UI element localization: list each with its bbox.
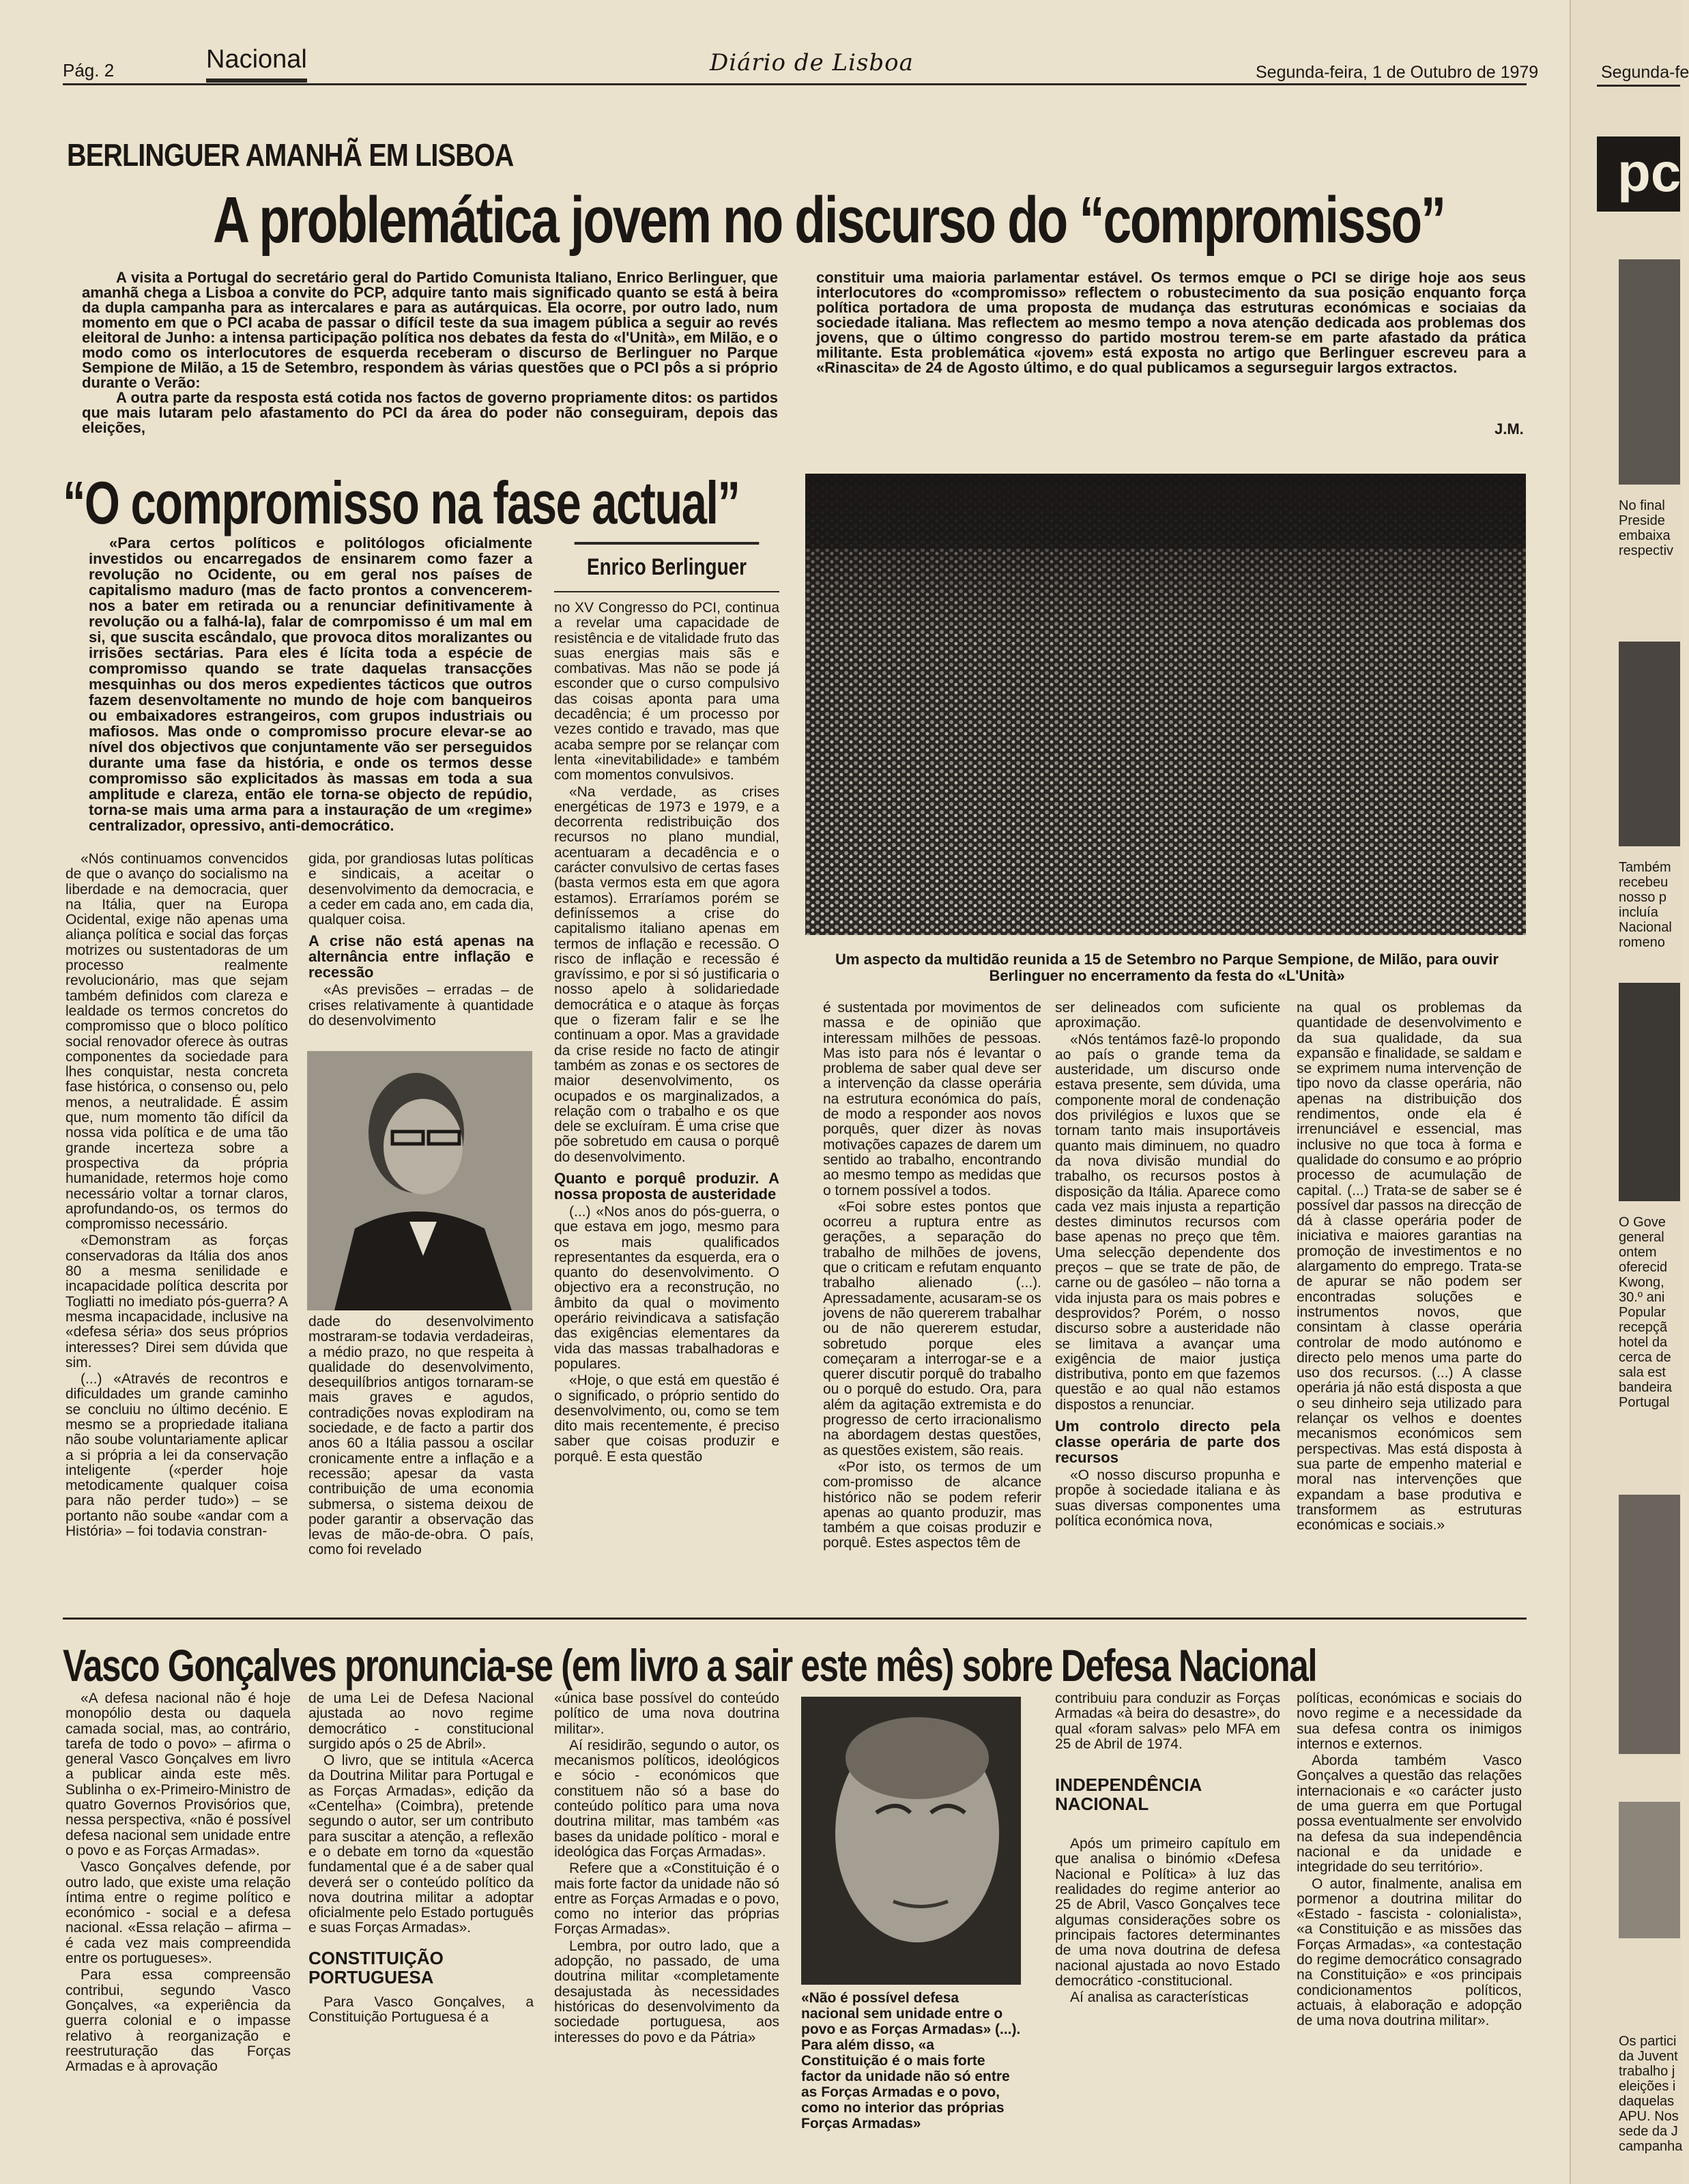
col-a-p3: (...) «Através de recontros e dificuldades um grande caminho se concluiu no último decénio. E mesmo se a propriedade italiana não soube voluntariamente aplicar a si própria a lei da conservação inteligente («perder hoje metodicamente qualquer coisa para não perder tudo») – se portanto não soube «andar com a História» – foi todavia constran- — [66, 1371, 288, 1540]
a3-col5-p1: políticas, económicas e sociais do novo regime e a necessidade da sua defesa contra os inimigos internos e externos. — [1297, 1691, 1522, 1752]
article2-col-a — [66, 852, 288, 1540]
a3-col4-p1: contribuiu para conduzir as Forças Armadas «à beira do desastre», do qual «foram salvas» pelo MFA em 25 de Abril de 1974. — [1055, 1691, 1280, 1752]
col-a-p2: «Demonstram as forças conservadoras da Itália dos anos 80 a mesma senilidade e incapacidade política descrita por Togliatti no imediato pós-guerra? A mesma incapacidade, inclusive na «defesa séria» dos seus próprios interesses? Direi sem dúvida que sim. — [66, 1233, 288, 1370]
a3-col3-p3: Refere que a «Constituição é o mais forte factor da unidade não só entre as Forças Armadas e o povo, como no interior das próprias Forças Armadas». — [554, 1860, 779, 1938]
a3-col1-p3: Para essa compreensão contribui, segundo Vasco Gonçalves, «a experiência da guerra colonial e o impasse relativo à reorganização e reestruturação das Forças Armadas e à aprovação — [66, 1967, 291, 2075]
sidebar-text-2: Também recebeu nosso p incluía Nacional romeno — [1619, 860, 1672, 950]
crowd-photo-caption: Um aspecto da multidão reunida a 15 de Setembro no Parque Sempione, de Milão, para ouvir Berlinguer no encerramento da festa do «L'Unità» — [835, 951, 1499, 984]
a3-col1-p1: «A defesa nacional não é hoje monopólio desta ou daquela camada social, mas, ao contrário, tarefa de todo o povo» – afirma o general Vasco Gonçalves em livro a publicar ainda este mês. Sublinha o ex-Primeiro-Ministro de quatro Governos Provisórios que, nessa perspectiva, «não é possível defesa nacional sem unidade entre o povo e as Forças Armadas». — [66, 1691, 291, 1858]
a3-col2-p2: O livro, que se intitula «Acerca da Doutrina Militar para Portugal e as Forças Armadas», edição da «Centelha» (Coimbra), pretende segundo o autor, ser um contributo para suscitar a atenção, a reflexão e o debate em torno da «questão fundamental que é a de saber qual deverá ser o conteúdo político da nova doutrina militar a adoptar oficialmente pelo Estado português e suas Forças Armadas». — [308, 1753, 534, 1936]
lead-left-p1: A visita a Portugal do secretário geral do Partido Comunista Italiano, Enrico Berlinguer, que amanhã chega a Lisboa a convite do PCP, adquire tanto mais significado quanto se está à beira da dupla campanha para as intercalares e para as autárquicas. Ela ocorre, por outro lado, num momento em que o PCI acaba de passar o difícil teste da sua imagem pública a seguir ao revés eleitoral de Junho: a intensa participação política nos debates da festa do «l'Unità», em Milão, e o modo como os interlocutores de esquerda receberam o discurso de Berlinguer no Parque Sempione de Milão, a 15 de Setembro, respondem às várias questões que o PCI pôs a si próprio durante o Verão: — [82, 269, 778, 391]
article2-col-b-bottom: dade do desenvolvimento mostraram-se todavia verdadeiras, a médio prazo, no que respeita à qualidade do desenvolvimento, desequilíbrios antigos tornaram-se mais graves e agudos, contradições novas explodiram na sociedade, e de facto a partir dos anos 60 a Itália passou a oscilar cronicamente entre a inflação e a recessão; apesar da vasta contribuição de uma economia submersa, o sistema deixou de poder garantir a observação das levas de mão-de-obra. O país, como foi revelado — [308, 1314, 534, 1558]
lead-left — [82, 270, 778, 435]
a3-col4-p3: Aí analisa as características — [1070, 1989, 1249, 2006]
a3-col3-p4: Lembra, por outro lado, que a adopção, no passado, de uma doutrina militar «completamente desajustada às necessidades históricas do desenvolvimento da sociedade portuguesa, aos interesses do povo e da Pátria» — [554, 1938, 779, 2045]
article-headline: A problemática jovem no discurso do “compromisso” — [213, 184, 1445, 257]
article2-intro: «Para certos políticos e politólogos oficialmente investidos ou encarregados de ensinarem como fazer a revolução no Ocidente, ou em geral nos países de capitalismo maduro (mas de facto prontos a convencerem-nos a bater em retirada ou a renunciar definitivamente à revolução ou a falhá-la), falar de comrpomisso é um mal em si, que suscita escândalo, que provoca ditos moralizantes ou irrisões sectárias. Para eles é lícita toda a espécie de compromisso quando se trate daquelas transacções mesquinhas ou dos meros expedientes tácticos que outros fazem desenvoltamente no mundo de hoje com banqueiros ou embaixadores estrangeiros, com grupos industriais ou mafiosos. Mas onde o compromisso procure elevar-se ao nível dos objectivos que conjuntamente vão ser perseguidos durante uma fase da história, e onde os termos desse compromisso são explicitados às massas em toda a sua amplitude e clareza, então ele torna-se objecto de repúdio, torna-se mais uma arma para a instauração de um «regime» centralizador, opressivo, anti-democrático. — [89, 534, 532, 834]
subhead-constituicao: CONSTITUIÇÃO PORTUGUESA — [308, 1947, 444, 1987]
a3-col5-p3: O autor, finalmente, analisa em pormenor a doutrina militar do «Estado - fascista - colonialista», «a Constituição e as missões das Forças Armadas», «a contestação do regime democrático consagrado na Constituição» e «os principais condicionamentos políticos, actuais, à elaboração e adopção de uma nova doutrina militar». — [1297, 1876, 1522, 2029]
sidebar-photo-1 — [1619, 259, 1680, 485]
col-b-p2: «As previsões – erradas – de crises relativamente à quantidade do desenvolvimento — [308, 982, 534, 1029]
sidebar-photo-5 — [1619, 1802, 1680, 1938]
section-divider — [63, 1618, 1527, 1620]
article2-col-f: na qual os problemas da quantidade de desenvolvimento e da sua qualidade, da sua expansão e finalidade, se saldam e se exprimem numa intervenção de tipo novo da classe operária, não apenas na distribuição dos rendimentos, onde ela é irrenunciável e essencial, mas inclusive no que toca à forma e qualidade do consumo e ao próprio processo de acumulação de capital. (...) Trata-se de saber se é possível dar passos na direcção de dá à classe operária poder de iniciativa e maiores garantias na promoção de investimentos e no alargamento do emprego. Trata-se de apurar se não podem ser encontradas soluções e instrumentos novos, que consintam à classe operária controlar de modo autónomo e directo pelo menos uma parte do uso dos recursos. (...) A classe operária já não está disposta a que o seu dinheiro seja utilizado para relançar os velhos e doentes mecanismos económicos sem perspectivas. Mas está disposta à sua parte de empenho material e moral nas intervenções que expandam a base produtiva e transformem as estruturas económicas e sociais.» — [1297, 1000, 1522, 1534]
col-b-p1: gida, por grandiosas lutas políticas e sindicais, a aceitar o desenvolvimento da democracia, e a ceder em cada ano, em cada dia, qualquer coisa. — [308, 851, 534, 928]
article3-col-3 — [554, 1691, 779, 2047]
col-e-p1: ser delineados com suficiente aproximação. — [1055, 1000, 1280, 1031]
page-number: Pág. 2 — [63, 60, 115, 81]
col-c-p1: no XV Congresso do PCI, continua a revelar uma capacidade de resistência e de vitalidade fruto das suas energias mais sãs e combativas. Mas não se pode já esconder que o curso compulsivo das coisas aponta para uma decadência; é um processo por vezes contido e travado, mas que acaba sempre por se relançar com lenta «inevitabilidade» e também com momentos convulsivos. — [554, 600, 779, 784]
crowd-photo — [805, 474, 1526, 935]
masthead: Diário de Lisboa — [710, 49, 914, 76]
article2-col-e — [1055, 1001, 1280, 1530]
section-title: Nacional — [206, 45, 307, 83]
sidebar-text-1: No final Preside embaixa respectiv — [1619, 498, 1674, 558]
col-d-p3: «Por isto, os termos de um com-promisso de alcance histórico não se podem referir apenas ao quanto produzir, mas também a que coisas produzir e porquê. Estes aspectos têm de — [823, 1459, 1041, 1551]
col-a-p1: «Nós continuamos convencidos de que o avanço do socialismo na liberdade e na democracia, quer na Itália, quer na Europa Ocidental, exige não apenas uma aliança política e social das forças motrizes ou sustentadoras de um processo realmente revolucionário, mas que sejam também definidos com clareza e lealdade os termos concretos do compromisso que o bloco político social renovador oferece às outras componentes da sociedade para lhes conquistar, nesta concreta fase histórica, o consenso ou, pelo menos, a neutralidade. É assim que, num momento tão difícil da nossa vida política e de uma tão grande incerteza sobre a prospectiva da própria humanidade, retermos hoje como necessário voltar a tornar claros, aprofundando-os, os termos do compromisso necessário. — [66, 851, 288, 1233]
byline: Enrico Berlinguer — [575, 542, 760, 581]
col-c-p2: «Na verdade, as crises energéticas de 1973 e 1979, e a decorrenta redistribuição dos recursos no plano mundial, acentuaram a decadência e o carácter convulsivo de certas fases (basta vermos esta em que agora estamos). Erraríamos porém se definíssemos a crise do capitalismo italiano apenas em termos de inflação e recessão. O risco de inflação e recessão é gravíssimo, e por si só justificaria o nosso apelo à solidariedade democrática e o ataque às forças que o fizeram falir e se lhe continuam a opor. Mas a gravidade da crise reside no facto de atingir também as zonas e os sectores de maior desenvolvimento, os ocupados e os marginalizados, a relação com o trabalho e os que dele se excluíram. É uma crise que põe sobretudo em causa o porquê do desenvolvimento. — [554, 784, 779, 1165]
subhead-independencia: INDEPENDÊNCIA NACIONAL — [1055, 1774, 1202, 1815]
a3-col2-p3: Para Vasco Gonçalves, a Constituição Portuguesa é a — [308, 1994, 534, 2026]
berlinguer-portrait — [307, 1051, 532, 1310]
vasco-goncalves-portrait — [801, 1697, 1021, 1985]
article3-col-4 — [1055, 1691, 1280, 2007]
col-c-p4: «Hoje, o que está em questão é o significado, o próprio sentido do desenvolvimento, ou, como se tem dito mais recentemente, é preciso saber que coisas produzir e porquê. E esta questão — [554, 1373, 779, 1465]
vg-portrait-svg — [801, 1697, 1021, 1985]
sidebar-photo-2 — [1619, 642, 1680, 846]
sidebar-rule — [1597, 85, 1680, 87]
article-kicker: BERLINGUER AMANHÃ EM LISBOA — [67, 137, 514, 173]
portrait-svg — [307, 1051, 532, 1310]
article3-headline: Vasco Gonçalves pronuncia-se (em livro a sair este mês) sobre Defesa Nacional — [63, 1640, 1316, 1691]
lead-left-p2: A outra parte da resposta está cotida nos factos de governo propriamente ditos: os partidos que mais lutaram pelo afastamento do PCI da área do poder não conseguiram, depois das eleições, — [82, 389, 778, 436]
subhead-2: Quanto e porquê produzir. A nossa proposta de austeridade — [554, 1169, 779, 1203]
article2-col-c — [554, 601, 779, 1466]
col-c-p3: (...) «Nos anos do pós-guerra, o que estava em jogo, mesmo para os mais qualificados representantes da esquerda, era o quanto do desenvolvimento. O objectivo era a reconstrução, no âmbito da qual o movimento operário reivindicava a satisfação das exigências elementares da vida das massas trabalhadoras e populares. — [554, 1203, 779, 1372]
a3-col2-p1: de uma Lei de Defesa Nacional ajustada ao novo regime democrático - constitucional surgido após o 25 de Abril». — [308, 1691, 534, 1752]
article2-col-b — [308, 852, 534, 1030]
article2-headline: “O compromisso na fase actual” — [63, 469, 740, 536]
col-e-p2: «Nós tentámos fazê-lo propondo ao país o grande tema da austeridade, um discurso onde estava presente, sem dúvida, uma componente moral de condenação dos privilégios e luxos que se tornam tanto mais insuportáveis quanto mais diminuem, no quadro da nova divisão mundial do trabalho, os recursos postos à disposição da Itália. Aparece como cada vez mais injusta a repartição destes diminutos recursos com base apenas no preço que têm. Uma selecção dependente dos preços – que se trate de pão, de carne ou de gasóleo – não torna a vida injusta para os mais pobres e desprovidos? Porém, o nosso discurso sobre a austeridade não se limitava a avançar uma exigência de maior justiça distributiva, ponto em que fazemos questão e ao qual não estamos dispostos a renunciar. — [1055, 1031, 1280, 1413]
sidebar-photo-4 — [1619, 1495, 1680, 1754]
a3-col5-p2: Aborda também Vasco Gonçalves a questão das relações internacionais e «o carácter justo de uma guerra em que Portugal possa eventualmente ser envolvido na defesa da sua independência nacional e da unidade e integridade do seu território». — [1297, 1753, 1522, 1876]
sidebar-head-box — [1597, 136, 1680, 212]
header-rule — [63, 83, 1527, 85]
issue-date: Segunda-feira, 1 de Outubro de 1979 — [1256, 63, 1539, 82]
article3-col-2 — [308, 1691, 534, 2026]
sidebar-head: pc — [1617, 142, 1681, 203]
lead-right: constituir uma maioria parlamentar estável. Os termos emque o PCI se dirige hoje aos seus interlocutores do «compromisso» reflectem o robustecimento da sua posição enquanto força política portadora de uma proposta de mudança das estruturas económicas e sociaias da sociedade italiana. Mas reflectem ao mesmo tempo a nova atenção dedicada aos problemas dos jovens, que o último congresso do partido mostrou terem-se em parte afastado da prática militante. Esta problemática «jovem» está exposta no artigo que Berlinguer escreveu para a «Rinascita» de 24 de Agosto último, e do qual publicamos a segurseguir largos extractos. — [816, 269, 1526, 376]
col-d-p1: é sustentada por movimentos de massa e de opinião que interessam milhões de pessoas. Mas isto para nós é levantar o problema de saber qual deve ser a intervenção da classe operária na estrutura económica do país, de modo a responder aos novos porquês, quer dizer às novas motivações capazes de darem um sentido ao trabalho, encontrando ao mesmo tempo as medidas que o tornem possível a todos. — [823, 1000, 1041, 1198]
article3-col-1 — [66, 1691, 291, 2075]
subhead-1: A crise não está apenas na alternância entre inflação e recessão — [308, 932, 534, 981]
a3-col1-p2: Vasco Gonçalves defende, por outro lado, que existe uma relação íntima entre o regime político e económico - social e a defesa nacional. «Essa relação – afirma – é cada vez mais compreendida entre os portugueses». — [66, 1859, 291, 1967]
adjacent-page-date: Segunda-fe — [1601, 63, 1689, 82]
a3-col4-p2: Após um primeiro capítulo em que analisa o binómio «Defesa Nacional e Política» à luz das realidades do regime anterior ao 25 de Abril, Vasco Gonçalves tece algumas considerações sobre os principais factores determinantes de uma nova doutrina de defesa nacional ajustada ao novo Estado democrático -constitucional. — [1055, 1836, 1280, 1989]
sidebar-text-3: O Gove general ontem oferecid Kwong, 30.º ani Popular recepçã hotel da cerca de sala est bandeira Portugal — [1619, 1215, 1672, 1410]
signature: J.M. — [1495, 420, 1524, 437]
article2-col-d — [823, 1001, 1041, 1553]
vg-photo-caption: «Não é possível defesa nacional sem unidade entre o povo e as Forças Armadas» (...). Para além disso, «a Constituição é o mais forte factor da unidade não só entre as Forças Armadas e o povo, como no interior das próprias Forças Armadas» — [801, 1990, 1021, 2131]
a3-col3-p2: Aí residirão, segundo o autor, os mecanismos políticos, ideológicos e sócio - económicos que constituem não só a base do conteúdo político para uma nova doutrina militar, mas também «as bases da unidade político - moral e ideológica das Forças Armadas». — [554, 1737, 779, 1860]
a3-col3-p1: «única base possível do conteúdo político de uma nova doutrina militar». — [554, 1691, 779, 1737]
byline-rule — [554, 591, 779, 592]
sidebar-photo-3 — [1619, 983, 1680, 1201]
col-e-p3: «O nosso discurso propunha e propõe à sociedade italiana e às suas diversas componentes uma política económica nova, — [1055, 1467, 1280, 1529]
col-d-p2: «Foi sobre estes pontos que ocorreu a ruptura entre as gerações, a separação do trabalho de milhões de jovens, que o criticam e refutam enquanto trabalho alienado (...). Apressadamente, acusaram-se os jovens de não quererem trabalhar ou de não quererem estudar, sobretudo porque eles começaram a interrogar-se e a querer discutir porquê do trabalho ou o porquê do estudo. Ora, para além da agitação extremista e do progresso de certo irracionalismo na abordagem destas questões, as questões existem, são reais. — [823, 1198, 1041, 1459]
crowd-svg — [805, 474, 1526, 935]
article3-col-5 — [1297, 1691, 1522, 2030]
subhead-3: Um controlo directo pela classe operária de parte dos recursos — [1055, 1418, 1280, 1467]
sidebar-text-4: Os partici da Juvent trabalho j eleições i daquelas APU. Nos sede da J campanha — [1619, 2034, 1683, 2154]
